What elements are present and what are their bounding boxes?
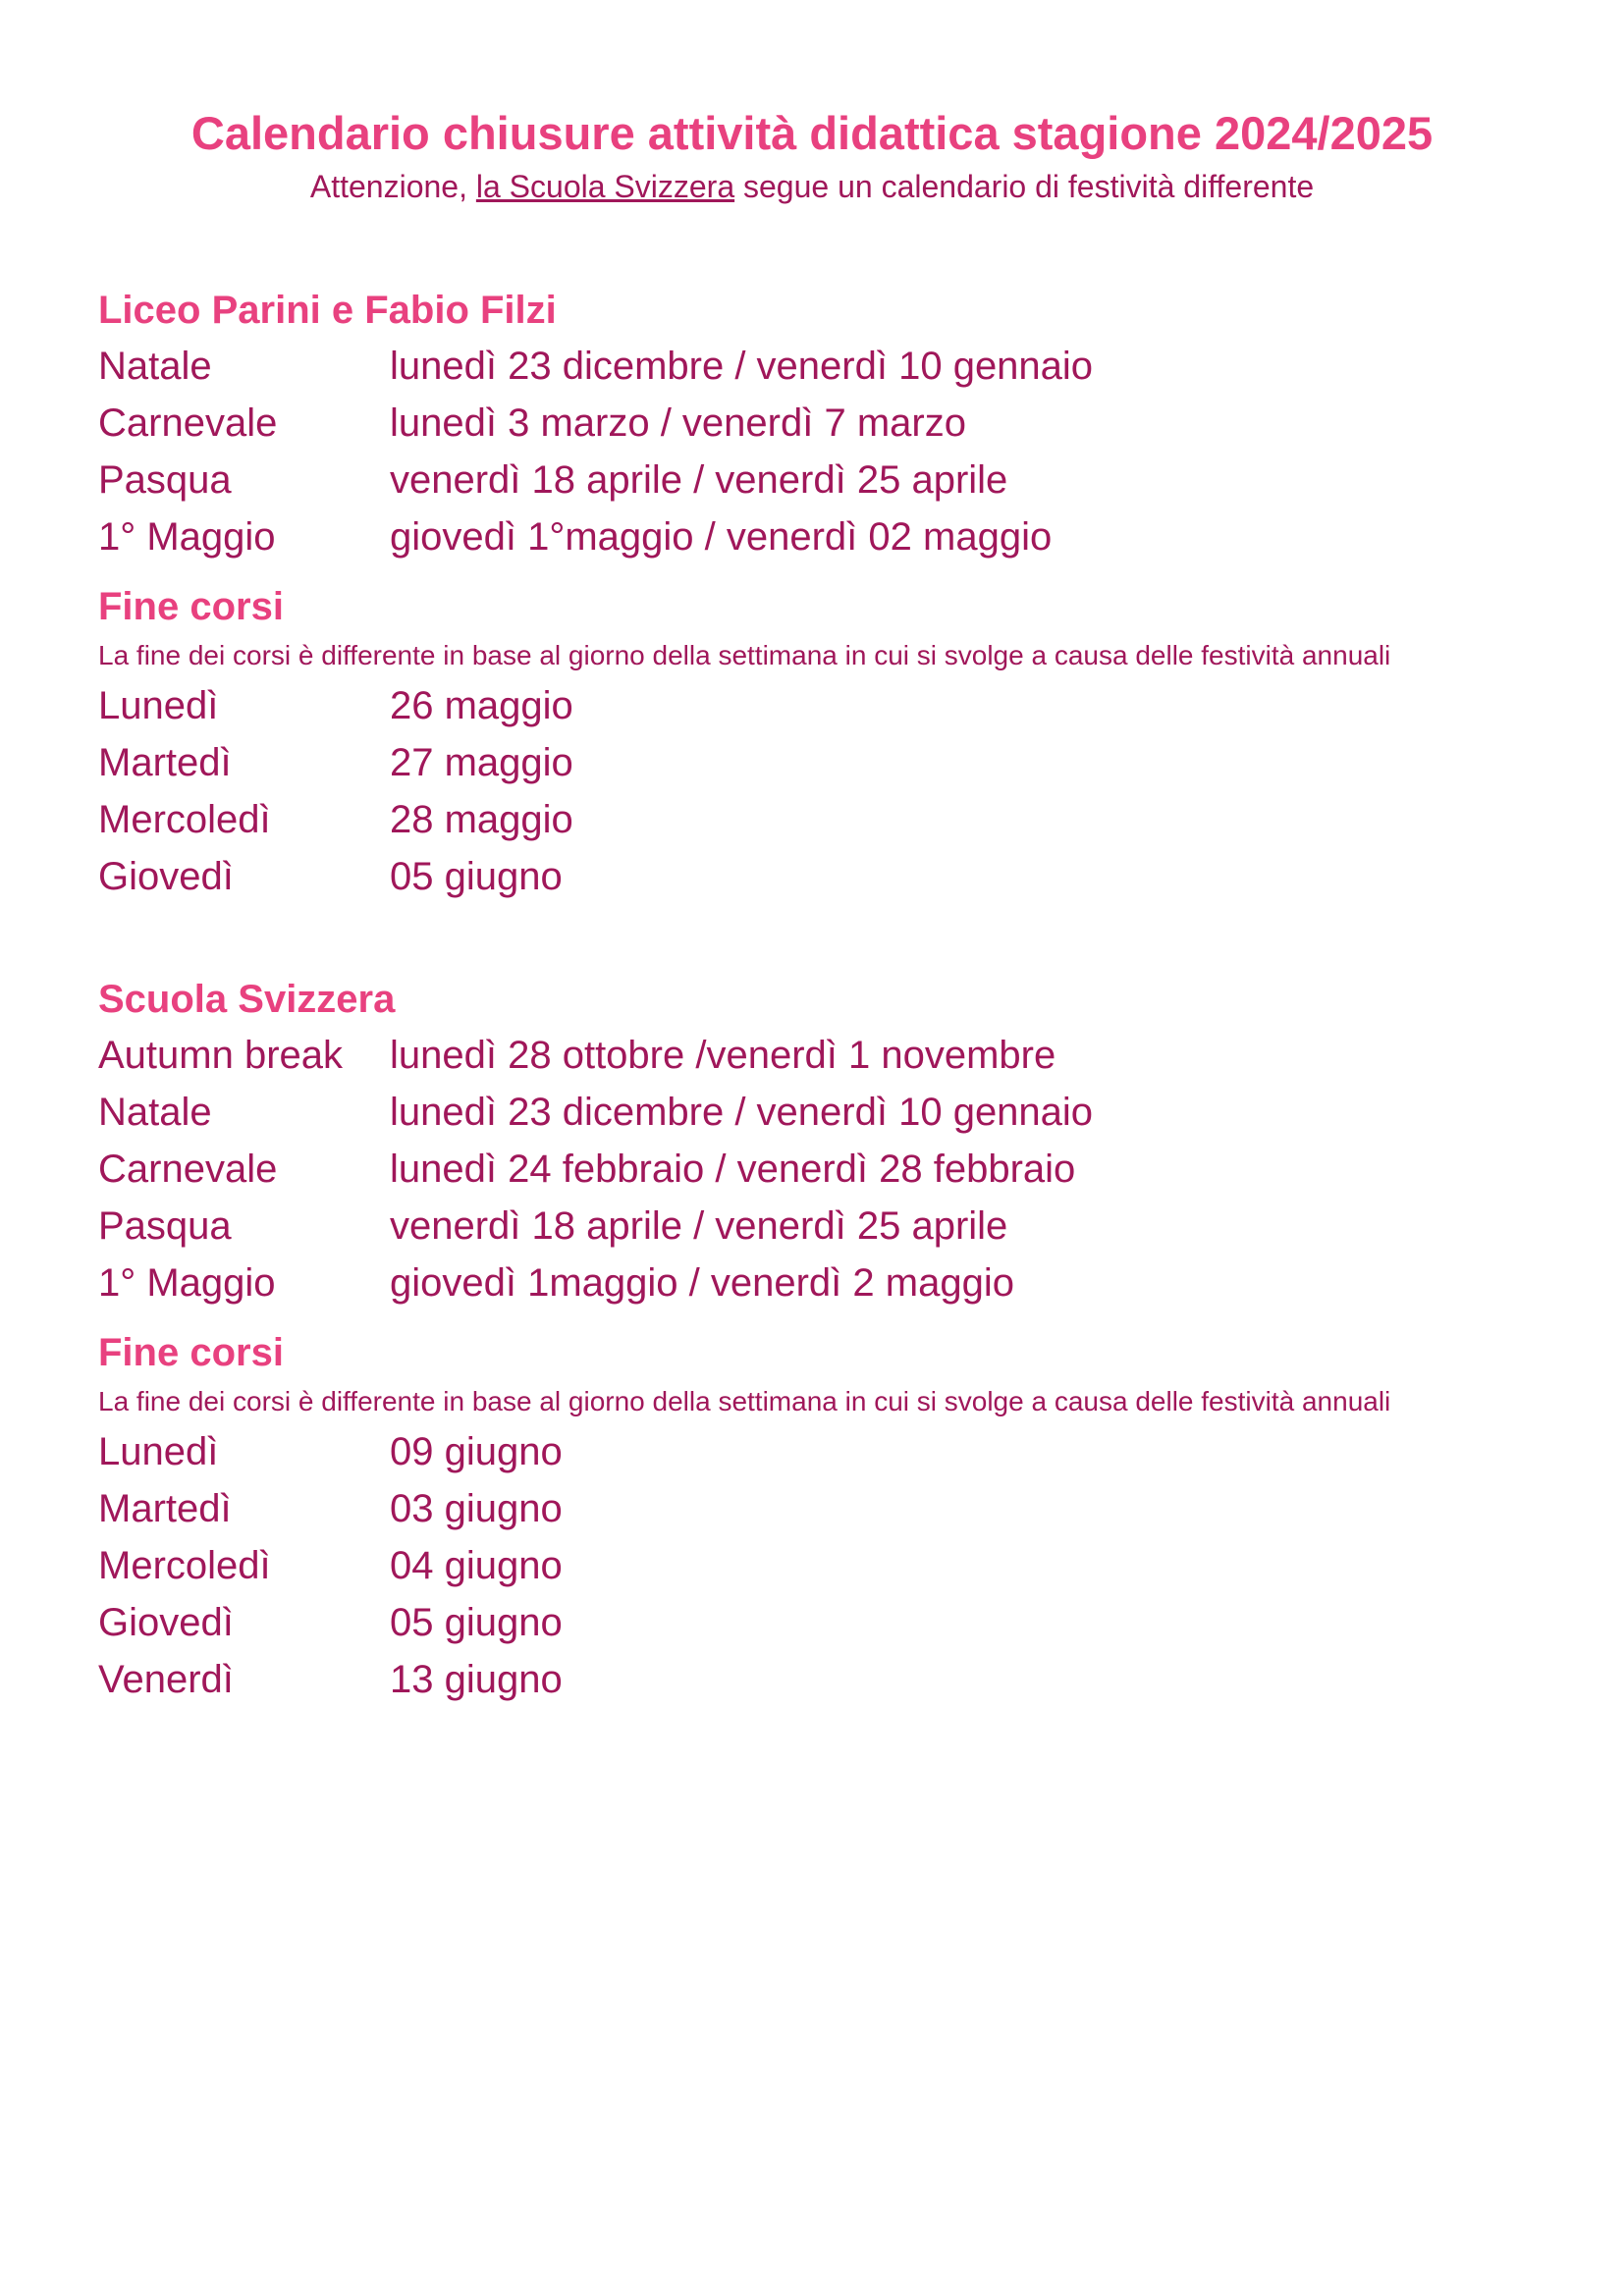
section-heading-liceo: Liceo Parini e Fabio Filzi <box>98 289 557 332</box>
holiday-row <box>98 338 1571 395</box>
holiday-dates: venerdì 18 aprile / venerdì 25 aprile <box>390 1204 1008 1248</box>
holiday-dates: giovedì 1maggio / venerdì 2 maggio <box>390 1261 1014 1305</box>
holiday-dates: venerdì 18 aprile / venerdì 25 aprile <box>390 458 1008 502</box>
holiday-row <box>98 452 1571 508</box>
end-date: 26 maggio <box>390 684 573 727</box>
holiday-label: Natale <box>98 1091 212 1134</box>
subtitle-prefix: Attenzione, <box>309 169 476 204</box>
weekday-label: Lunedì <box>98 1430 219 1473</box>
end-date: 05 giugno <box>390 855 563 898</box>
holiday-list-svizzera <box>98 1027 1571 1311</box>
weekday-label: Martedì <box>98 1487 232 1530</box>
holiday-label: Pasqua <box>98 458 232 502</box>
section-liceo <box>98 283 1571 905</box>
holiday-dates: lunedì 28 ottobre /venerdì 1 novembre <box>390 1034 1056 1077</box>
subtitle-suffix: segue un calendario di festività differente <box>734 169 1315 204</box>
holiday-list-liceo <box>98 338 1571 565</box>
holiday-label: Autumn break <box>98 1034 344 1077</box>
end-date: 13 giugno <box>390 1658 563 1701</box>
holiday-row <box>98 1084 1571 1141</box>
weekday-label: Venerdì <box>98 1658 234 1701</box>
fine-corsi-heading: Fine corsi <box>98 585 284 628</box>
scuola-svizzera-link[interactable]: la Scuola Svizzera <box>475 169 735 204</box>
page-title: Calendario chiusure attività didattica stagione 2024/2025 <box>190 107 1434 159</box>
weekday-label: Lunedì <box>98 684 219 727</box>
weekday-label: Mercoledì <box>98 1544 271 1587</box>
holiday-label: Carnevale <box>98 1148 278 1191</box>
holiday-row <box>98 1141 1571 1198</box>
end-date: 27 maggio <box>390 741 573 784</box>
holiday-label: 1° Maggio <box>98 1261 276 1305</box>
holiday-dates: lunedì 23 dicembre / venerdì 10 gennaio <box>390 345 1094 388</box>
weekday-label: Giovedì <box>98 855 234 898</box>
fine-day-row <box>98 734 1571 791</box>
fine-day-row <box>98 1594 1571 1651</box>
holiday-dates: lunedì 3 marzo / venerdì 7 marzo <box>390 401 966 445</box>
fine-corsi-liceo <box>98 579 1571 905</box>
holiday-row <box>98 1255 1571 1311</box>
holiday-dates: lunedì 24 febbraio / venerdì 28 febbraio <box>390 1148 1076 1191</box>
fine-day-row <box>98 677 1571 734</box>
holiday-label: Pasqua <box>98 1204 232 1248</box>
end-date: 03 giugno <box>390 1487 563 1530</box>
weekday-label: Mercoledì <box>98 798 271 841</box>
holiday-row <box>98 395 1571 452</box>
fine-day-row <box>98 1537 1571 1594</box>
fine-day-row <box>98 791 1571 848</box>
holiday-row <box>98 1198 1571 1255</box>
weekday-label: Martedì <box>98 741 232 784</box>
section-heading-svizzera: Scuola Svizzera <box>98 978 396 1021</box>
holiday-row <box>98 508 1571 565</box>
end-date: 05 giugno <box>390 1601 563 1644</box>
holiday-dates: lunedì 23 dicembre / venerdì 10 gennaio <box>390 1091 1094 1134</box>
fine-corsi-heading: Fine corsi <box>98 1331 284 1374</box>
fine-corsi-note: La fine dei corsi è differente in base al giorno della settimana in cui si svolge a causa delle festività annuali <box>98 1386 1391 1416</box>
holiday-dates: giovedì 1°maggio / venerdì 02 maggio <box>390 515 1053 559</box>
section-svizzera <box>98 972 1571 1708</box>
fine-day-row <box>98 1651 1571 1708</box>
weekday-label: Giovedì <box>98 1601 234 1644</box>
holiday-label: 1° Maggio <box>98 515 276 559</box>
fine-day-row <box>98 848 1571 905</box>
end-date: 09 giugno <box>390 1430 563 1473</box>
end-date: 04 giugno <box>390 1544 563 1587</box>
fine-corsi-note: La fine dei corsi è differente in base al giorno della settimana in cui si svolge a causa delle festività annuali <box>98 640 1391 670</box>
fine-day-row <box>98 1423 1571 1480</box>
fine-day-row <box>98 1480 1571 1537</box>
end-date: 28 maggio <box>390 798 573 841</box>
page-subtitle <box>0 169 1624 205</box>
holiday-label: Natale <box>98 345 212 388</box>
fine-corsi-svizzera <box>98 1325 1571 1708</box>
holiday-row <box>98 1027 1571 1084</box>
holiday-label: Carnevale <box>98 401 278 445</box>
